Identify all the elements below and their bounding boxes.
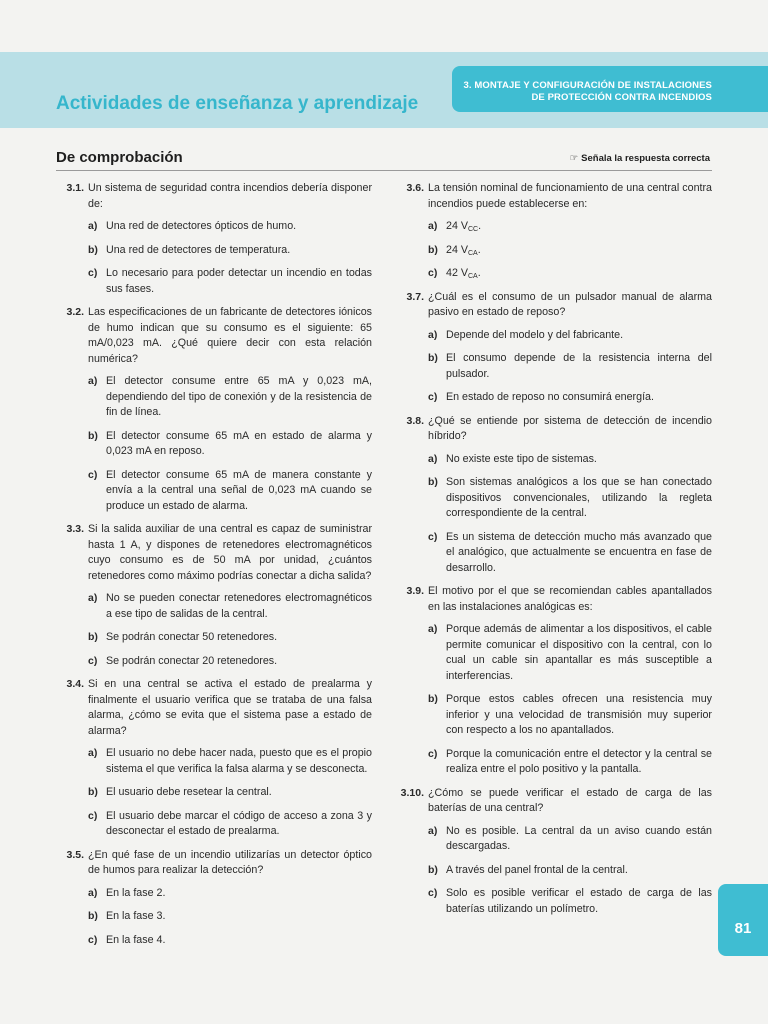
answer-option[interactable] <box>88 243 372 259</box>
option-value: 24 V <box>446 243 468 256</box>
question-number: 3.7. <box>406 290 424 303</box>
option-letter: c) <box>88 267 98 279</box>
question-text: Si la salida auxiliar de una central es capaz de suministrar hasta 1 A, y dispones de retenedores electromagnéticos cuyo consumo es de 50 mA por unidad, ¿cuántos retenedores como máximo podrías conectar a dicha salida? <box>88 523 372 582</box>
option-text: Porque estos cables ofrecen una resistencia muy inferior y una velocidad de transmisión muy superior con respecto a los no apantallados. <box>446 693 712 736</box>
question <box>396 290 712 406</box>
question-text: Un sistema de seguridad contra incendios debería disponer de: <box>88 182 372 210</box>
option-letter: c) <box>88 809 98 822</box>
answer-option[interactable] <box>428 692 712 739</box>
question-number: 3.5. <box>66 848 84 861</box>
question-text: ¿Cuál es el consumo de un pulsador manual de alarma pasivo en estado de reposo? <box>428 290 712 318</box>
option-letter: b) <box>88 631 98 643</box>
section-tab-line1: 3. MONTAJE Y CONFIGURACIÓN DE INSTALACIONES <box>463 80 712 91</box>
option-letter: a) <box>88 375 98 387</box>
question <box>396 414 712 577</box>
option-suffix: . <box>477 267 481 279</box>
answer-option[interactable] <box>88 909 372 925</box>
page-title: Actividades de enseñanza y aprendizaje <box>56 93 419 114</box>
question <box>56 848 372 949</box>
question-number: 3.1. <box>66 182 84 194</box>
option-text: El consumo depende de la resistencia interna del pulsador. <box>446 352 712 380</box>
option-text: El usuario debe resetear la central. <box>106 786 272 798</box>
answer-option[interactable] <box>428 824 712 855</box>
answer-options <box>88 886 372 949</box>
question-number: 3.3. <box>66 523 84 535</box>
option-letter: b) <box>88 243 98 256</box>
answer-option[interactable] <box>88 654 372 670</box>
option-text: El detector consume entre 65 mA y 0,023 mA, dependiendo del tipo de conexión y de la resistencia de fin de línea. <box>106 375 372 418</box>
question-text: ¿Qué se entiende por sistema de detección de incendio híbrido? <box>428 414 712 442</box>
answer-option[interactable] <box>428 328 712 344</box>
option-text: Porque la comunicación entre el detector y la central se realiza entre el polo positivo y la pantalla. <box>446 747 712 775</box>
option-text: Se podrán conectar 50 retenedores. <box>106 631 278 643</box>
option-text: Solo es posible verificar el estado de carga de las baterías utilizando un polímetro. <box>446 887 712 915</box>
option-text: Una red de detectores de temperatura. <box>106 243 291 256</box>
answer-option[interactable] <box>88 933 372 949</box>
option-letter: c) <box>428 267 438 279</box>
option-text: El usuario no debe hacer nada, puesto que es el propio sistema el que verifica la falsa alarma y se desconecta. <box>106 747 372 775</box>
option-letter: c) <box>428 391 438 403</box>
option-letter: b) <box>428 243 438 256</box>
answer-option[interactable] <box>428 390 712 406</box>
answer-option[interactable] <box>428 886 712 917</box>
answer-option[interactable] <box>428 452 712 468</box>
option-text: El detector consume 65 mA de manera constante y envía a la central una señal de 0,023 mA cuando se produce un estado de alarma. <box>106 468 372 512</box>
question-number: 3.8. <box>406 414 424 427</box>
right-column <box>396 181 712 925</box>
answer-option[interactable] <box>88 219 372 235</box>
answer-option[interactable] <box>88 266 372 297</box>
option-subscript: CC <box>468 226 479 233</box>
section-divider <box>56 170 712 171</box>
option-letter: a) <box>428 824 438 837</box>
option-letter: a) <box>428 220 438 232</box>
answer-option[interactable] <box>88 809 372 840</box>
option-text <box>446 266 712 282</box>
answer-option[interactable] <box>88 785 372 801</box>
option-letter: b) <box>428 476 438 488</box>
answer-option[interactable] <box>428 475 712 522</box>
option-text: Una red de detectores ópticos de humo. <box>106 220 297 232</box>
answer-option[interactable] <box>428 243 712 259</box>
question-text: Las especificaciones de un fabricante de detectores iónicos de humo indican que su consumo es el siguiente: 65 mA/0,023 mA. ¿Qué quiere decir con esta relación numérica? <box>88 306 372 365</box>
answer-option[interactable] <box>88 591 372 622</box>
answer-option[interactable] <box>88 429 372 460</box>
answer-options <box>88 374 372 514</box>
option-suffix: . <box>477 243 481 256</box>
section-tab <box>452 66 768 112</box>
answer-option[interactable] <box>428 863 712 879</box>
question <box>396 584 712 778</box>
answer-option[interactable] <box>88 468 372 515</box>
option-text: A través del panel frontal de la central. <box>446 863 628 876</box>
question <box>396 181 712 282</box>
option-letter: c) <box>88 654 98 667</box>
option-text: Son sistemas analógicos a los que se han conectado dispositivos convencionales, utilizando la regleta correspondiente de la central. <box>446 476 712 519</box>
option-letter: b) <box>88 910 98 922</box>
answer-option[interactable] <box>428 747 712 778</box>
answer-option[interactable] <box>428 219 712 235</box>
option-text <box>446 219 712 235</box>
question <box>396 786 712 918</box>
question-text: Si en una central se activa el estado de prealarma y finalmente el usuario verifica que se trataba de una falsa alarma, ¿cómo se evita que el sistema pase a estado de alarma? <box>88 678 372 737</box>
option-text: Se podrán conectar 20 retenedores. <box>106 654 278 667</box>
option-text: Porque además de alimentar a los dispositivos, el cable permite comunicar el dispositivo con la central, con lo cual un cable sin apantallar es más susceptible a interferencias. <box>446 623 712 682</box>
option-letter: b) <box>428 863 438 876</box>
question-text: El motivo por el que se recomiendan cables apantallados en las instalaciones analógicas es: <box>428 585 712 613</box>
option-text: En la fase 3. <box>106 910 166 922</box>
question <box>56 305 372 514</box>
option-text: Es un sistema de detección mucho más avanzado que el analógico, que actualmente se encuentra en fase de desarrollo. <box>446 530 712 574</box>
option-subscript: CA <box>468 249 478 257</box>
answer-option[interactable] <box>88 374 372 421</box>
answer-options <box>428 622 712 778</box>
answer-options <box>428 824 712 918</box>
option-value: 24 V <box>446 220 468 232</box>
option-letter: a) <box>88 747 98 759</box>
question <box>56 677 372 840</box>
question-number: 3.2. <box>66 306 84 318</box>
option-text: En la fase 2. <box>106 886 166 899</box>
answer-options <box>88 746 372 840</box>
answer-option[interactable] <box>88 886 372 902</box>
answer-option[interactable] <box>428 530 712 577</box>
option-letter: c) <box>428 530 438 543</box>
question-number: 3.10. <box>400 786 424 799</box>
option-text: El usuario debe marcar el código de acceso a zona 3 y desconectar el estado de prealarma. <box>106 809 372 837</box>
option-text <box>446 243 712 259</box>
option-letter: b) <box>428 693 438 705</box>
pointing-hand-icon: ☞ <box>569 153 579 164</box>
question-text: La tensión nominal de funcionamiento de una central contra incendios puede establecerse en: <box>428 182 712 210</box>
option-letter: a) <box>428 623 438 635</box>
option-letter: a) <box>428 452 438 465</box>
option-letter: a) <box>88 592 98 604</box>
option-letter: b) <box>428 352 438 364</box>
option-letter: c) <box>428 887 438 899</box>
section-title: De comprobación <box>56 149 183 166</box>
answer-option[interactable] <box>88 630 372 646</box>
option-letter: c) <box>88 468 98 481</box>
page-number: 81 <box>734 920 752 937</box>
question-number: 3.4. <box>66 678 84 690</box>
option-text: Depende del modelo y del fabricante. <box>446 328 624 341</box>
question-number: 3.6. <box>406 182 424 194</box>
question <box>56 181 372 297</box>
instruction <box>570 153 710 164</box>
question <box>56 522 372 669</box>
answer-option[interactable] <box>428 622 712 684</box>
option-letter: c) <box>428 747 438 760</box>
question-text: ¿Cómo se puede verificar el estado de carga de las baterías de una central? <box>428 786 712 814</box>
option-subscript: CA <box>468 273 478 280</box>
option-letter: a) <box>428 328 438 341</box>
option-text: Lo necesario para poder detectar un incendio en todas sus fases. <box>106 267 372 295</box>
answer-option[interactable] <box>88 746 372 777</box>
answer-options <box>428 219 712 282</box>
option-text: El detector consume 65 mA en estado de alarma y 0,023 mA en reposo. <box>106 429 372 457</box>
option-text: En estado de reposo no consumirá energía. <box>446 391 654 403</box>
answer-options <box>88 591 372 669</box>
left-column <box>56 181 372 956</box>
section-tab-line2: DE PROTECCIÓN CONTRA INCENDIOS <box>531 92 712 103</box>
option-text: No existe este tipo de sistemas. <box>446 452 597 465</box>
answer-options <box>88 219 372 297</box>
question-number: 3.9. <box>406 585 424 597</box>
answer-options <box>428 452 712 577</box>
answer-options <box>428 328 712 406</box>
option-text: En la fase 4. <box>106 933 166 946</box>
instruction-text: Señala la respuesta correcta <box>581 153 710 164</box>
answer-option[interactable] <box>428 351 712 382</box>
option-letter: b) <box>88 786 98 798</box>
question-text: ¿En qué fase de un incendio utilizarías un detector óptico de humos para realizar la detección? <box>88 848 372 876</box>
option-letter: b) <box>88 429 98 442</box>
option-value: 42 V <box>446 267 468 279</box>
answer-option[interactable] <box>428 266 712 282</box>
option-letter: a) <box>88 220 98 232</box>
option-letter: c) <box>88 933 98 946</box>
option-text: No es posible. La central da un aviso cuando están descargadas. <box>446 824 712 852</box>
option-letter: a) <box>88 886 98 899</box>
page-number-badge <box>718 884 768 956</box>
option-suffix: . <box>478 220 482 232</box>
option-text: No se pueden conectar retenedores electromagnéticos a ese tipo de salidas de la central. <box>106 592 372 620</box>
